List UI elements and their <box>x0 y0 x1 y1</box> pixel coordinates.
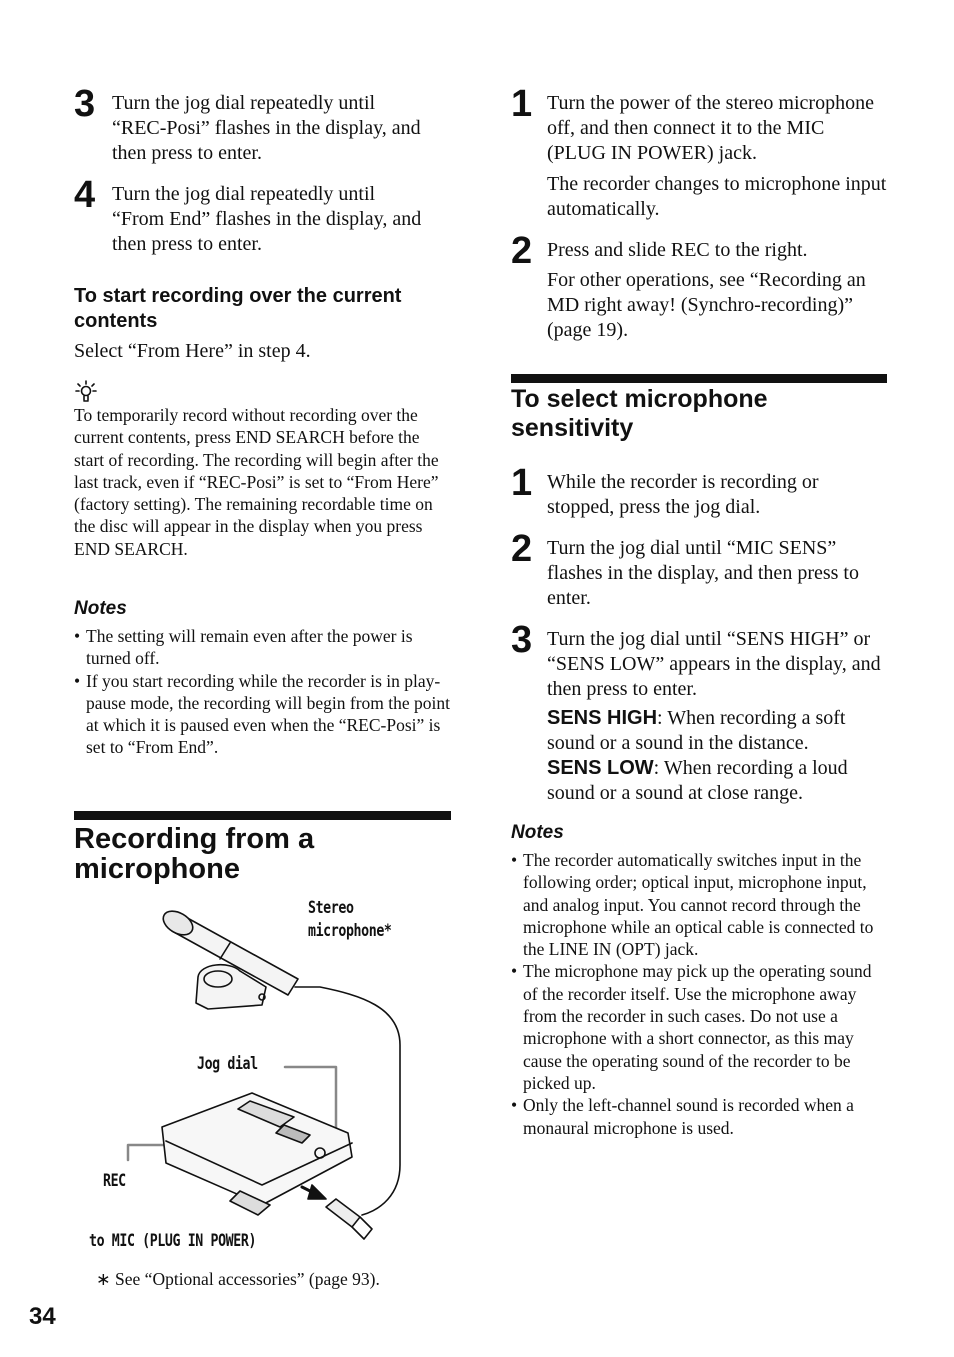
step-number: 3 <box>511 619 533 661</box>
page-number: 34 <box>29 1303 56 1330</box>
step-text: Turn the jog dial repeatedly until “REC-Posi” flashes in the display, and then press to enter. <box>112 92 421 164</box>
step-number: 1 <box>511 462 533 504</box>
tip-icon <box>74 378 98 404</box>
step-subtext: The recorder changes to microphone input automatically. <box>547 173 887 220</box>
step-subtext: For other operations, see “Recording an MD right away! (Synchro-recording)” (page 19). <box>547 269 866 341</box>
notes-title: Notes <box>74 598 127 619</box>
section-title: To select microphone sensitivity <box>511 385 768 442</box>
notes-list <box>511 849 885 1139</box>
sens-high-desc: : When recording a soft sound or a sound in the distance. <box>547 707 846 754</box>
sens-high-term: SENS HIGH <box>547 707 658 729</box>
step-number: 3 <box>74 83 96 125</box>
step-text: Turn the jog dial repeatedly until “From End” flashes in the display, and then press to enter. <box>112 183 422 255</box>
step-text: Turn the power of the stereo microphone off, and then connect it to the MIC (PLUG IN POWER) jack. <box>547 92 874 164</box>
step-text: While the recorder is recording or stopped, press the jog dial. <box>547 471 819 518</box>
section-title: Recording from a microphone <box>74 823 315 885</box>
step-number: 2 <box>511 230 533 272</box>
subsection-text: Select “From Here” in step 4. <box>74 340 311 362</box>
footnote: ∗ See “Optional accessories” (page 93). <box>96 1269 380 1289</box>
step-number: 1 <box>511 83 533 125</box>
list-item: • Only the left-channel sound is recorded when a monaural microphone is used. <box>511 1094 885 1139</box>
step-number: 2 <box>511 528 533 570</box>
step-text: Turn the jog dial until “MIC SENS” flashes in the display, and then press to enter. <box>547 537 859 609</box>
list-item: • If you start recording while the recorder is in play-pause mode, the recording will begin from the point at which it is paused even when the “REC-Posi” is set to “From End”. <box>74 670 452 759</box>
list-item: • The recorder automatically switches input in the following order; optical input, microphone input, and analog input. You cannot record through the microphone while an optical cable is connected to the LINE IN (OPT) jack. <box>511 849 885 960</box>
sens-definitions <box>547 706 889 806</box>
recorder-microphone-illustration <box>90 895 430 1255</box>
label-rec: REC <box>103 1171 126 1191</box>
step-text: Turn the jog dial until “SENS HIGH” or “SENS LOW” appears in the display, and then press to enter. <box>547 628 881 700</box>
step-text: Press and slide REC to the right. <box>547 239 808 261</box>
label-jog-dial: Jog dial <box>197 1054 258 1074</box>
sens-low-desc: : When recording a loud sound or a sound at close range. <box>547 757 848 804</box>
step-number: 4 <box>74 174 96 216</box>
notes-title: Notes <box>511 822 564 843</box>
sens-high-row <box>547 706 889 756</box>
section-rule <box>74 811 451 820</box>
list-item: • The microphone may pick up the operating sound of the recorder itself. Use the microphone away from the recorder in such cases. Do not use a microphone with a short connector, as this may cause the operating sound of the recorder to be picked up. <box>511 960 885 1094</box>
sens-low-term: SENS LOW <box>547 757 654 779</box>
label-mic-jack: to MIC (PLUG IN POWER) <box>89 1231 257 1251</box>
notes-list <box>74 625 452 759</box>
list-item: • The setting will remain even after the power is turned off. <box>74 625 452 670</box>
section-rule <box>511 374 887 383</box>
subsection-title: To start recording over the current contents <box>74 285 402 332</box>
label-stereo-microphone: Stereo microphone* <box>308 898 392 941</box>
sens-low-row <box>547 756 889 806</box>
tip-text: To temporarily record without recording over the current contents, press END SEARCH before the start of recording. The recording will begin after the last track, even if “REC-Posi” is set to “From Here” (factory setting). The remaining recordable time on the disc will appear in the display when you press END SEARCH. <box>74 405 439 559</box>
